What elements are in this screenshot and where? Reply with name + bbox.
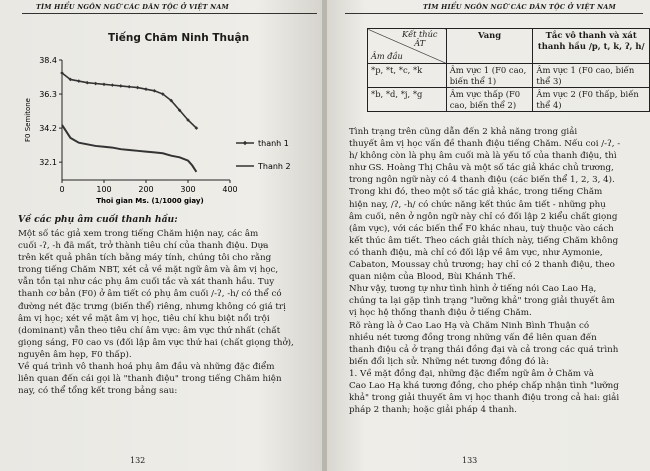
chart-title: Tiếng Chăm Ninh Thuận: [108, 32, 250, 44]
y-tick-label: 38.4: [39, 56, 57, 65]
table-row: [368, 64, 650, 88]
header-rule-left: [22, 13, 317, 14]
y-tick-label: 34.2: [39, 124, 57, 134]
text-line: vị học hệ thống thanh điệu ở tiếng Chăm.: [349, 308, 532, 319]
text-line: chúng ta lại gặp tình trạng "lưỡng khả" trong giải thuyết âm: [349, 296, 615, 307]
text-line: pháp 2 thanh; hoặc giải pháp 4 thanh.: [349, 405, 517, 416]
text-line: giọng sáng, F0 cao vs (đối lập âm vực thứ hai (chất giọng thở),: [18, 337, 294, 348]
data-point: [136, 86, 140, 90]
data-point: [77, 79, 81, 83]
text-line: Cabaton, Moussay chủ trương; hay chỉ có 2 thanh điệu, theo: [349, 260, 615, 271]
data-point: [111, 83, 115, 87]
text-line: đường nét đặc trưng (biến thể) riêng, nhưng không có giá trị: [18, 301, 286, 312]
table-row: [368, 88, 650, 112]
text-line: có thanh điệu, mà chỉ có đối lập về âm vực, như Aymonie,: [349, 247, 603, 258]
series-line-1: [62, 73, 196, 128]
text-line: trong tiếng Chăm NBT, xét cả về mặt ngữ âm và âm vị học,: [18, 265, 279, 276]
data-point: [119, 84, 123, 88]
text-line: Cao Lao Hạ khá tương đồng, cho phép chấp nhận tình "lưỡng: [349, 380, 619, 391]
text-line: Trong khi đó, theo một số tác giả khác, trong tiếng Chăm: [349, 187, 603, 198]
text-line: vẫn tồn tại như các phụ âm cuối tắc và xát thanh hầu. Tuy: [18, 277, 275, 288]
text-line: thanh điệu cả ở trạng thái đồng đại và cả trong các quá trình: [349, 344, 619, 355]
text-line: biến đổi lịch sử. Những nét tương đồng đó là:: [349, 356, 549, 367]
x-tick-label: 0: [59, 185, 65, 194]
right-body-text: [349, 126, 641, 416]
y-tick-label: 32.1: [39, 158, 57, 168]
table-cell-tac: Âm vực 2 (F0 thấp, biến thể 4): [533, 88, 650, 112]
table-cell-onset: *p, *t, *c, *k: [368, 64, 447, 88]
text-line: âm vị học; xét về mặt âm vị học, tiêu chí khu biệt nổi trội: [18, 313, 270, 324]
text-line: âm cuối, nên ở ngôn ngữ này chỉ có đối lập 2 kiểu chất giọng: [349, 211, 618, 222]
table-cell-vang: Âm vực thấp (F0 cao, biến thể 2): [446, 88, 533, 112]
text-line: h/ không còn là phụ âm cuối mà là yếu tố của thanh điệu, thì: [349, 151, 617, 162]
running-header-right: TÌM HIỂU NGÔN NGỮ CÁC DÂN TỘC Ở VIỆT NAM: [423, 3, 616, 11]
text-line: Về quá trình vô thanh hoá phụ âm đầu và những đặc điểm: [18, 362, 275, 373]
legend-label: thanh 1: [258, 139, 289, 148]
x-tick-label: 200: [138, 185, 154, 194]
data-point: [85, 81, 89, 85]
text-line: Một số tác giả xem trong tiếng Chăm hiện nay, các âm: [18, 229, 259, 239]
data-point: [144, 87, 148, 91]
table-cell-vang: Âm vực 1 (F0 cao, biến thể 1): [446, 64, 533, 88]
right-page: [327, 0, 650, 471]
data-point: [102, 83, 106, 87]
data-point: [94, 82, 98, 86]
x-tick-label: 300: [180, 185, 196, 194]
text-line: khả" trong giải thuyết âm vị học thanh điệu trong cả hai: giải: [349, 393, 620, 404]
text-line: thuyết âm vị học vấn đề thanh điệu tiếng Chăm. Nếu coi /-ʔ, -: [349, 139, 621, 150]
header-rule-right: [345, 13, 643, 14]
page-number-left: 132: [130, 456, 146, 465]
left-body-text: [18, 228, 311, 397]
x-axis-label: Thoi gian Ms. (1/1000 giay): [96, 197, 204, 205]
data-point: [127, 85, 131, 89]
text-line: nay, có thể tổng kết trong bảng sau:: [18, 386, 178, 397]
text-line: 1. Về mặt đồng đại, những đặc điểm ngữ âm ở Chăm và: [349, 368, 594, 379]
tone-table: [367, 28, 650, 112]
running-header-left: TÌM HIỂU NGÔN NGỮ CÁC DÂN TỘC Ở VIỆT NAM: [36, 3, 229, 11]
series-line-2: [62, 125, 196, 172]
table-header-vang: Vang: [446, 29, 533, 64]
text-line: (dominant) vẫn theo tiêu chí âm vực: âm vực thứ nhất (chất: [18, 325, 281, 336]
text-line: Rõ ràng là ở Cao Lao Hạ và Chăm Ninh Bình Thuận có: [349, 320, 590, 331]
y-tick-label: 36.3: [39, 90, 57, 100]
table-cell-tac: Âm vực 1 (F0 cao, biến thể 3): [533, 64, 650, 88]
text-line: cuối -ʔ, -h đã mất, trở thành tiêu chí của thanh điệu. Dựa: [18, 241, 269, 252]
y-axis-label: F0 Semitone: [24, 98, 32, 142]
f0-line-chart: [0, 40, 322, 212]
table-cell-onset: *b, *d, *j, *g: [368, 88, 447, 112]
text-line: trong ngôn ngữ này có 4 thanh điệu (các biến thể 1, 2, 3, 4).: [349, 175, 615, 186]
text-line: Tình trạng trên cũng dẫn đến 2 khả năng trong giải: [349, 127, 578, 137]
table-header-tac: Tắc vô thanh và xát thanh hầu /p, t, k, ʔ, h/: [533, 29, 650, 64]
text-line: quan niệm của Blood, Bùi Khánh Thế.: [349, 272, 516, 283]
text-line: trên kết quả phân tích bằng máy tính, chúng tôi cho rằng: [18, 253, 272, 264]
legend-label: Thanh 2: [258, 162, 291, 171]
text-line: nhiều nét tương đồng trong những vấn đề liên quan đến: [349, 332, 597, 343]
corner-bottom-label: Âm đầu: [371, 50, 403, 61]
table-corner-cell: [368, 29, 447, 64]
page-number-right: 133: [462, 456, 478, 465]
legend-marker: [243, 141, 247, 145]
text-line: thanh cơ bản (F0) ở âm tiết có phụ âm cuối /-ʔ, -h/ có thể có: [18, 289, 282, 300]
text-line: như GS. Hoàng Thị Châu và một số tác giả khác chủ trương,: [349, 163, 614, 174]
text-line: kết thúc âm tiết. Theo cách giải thích này, tiếng Chăm không: [349, 235, 619, 246]
text-line: (âm vực), với các biến thể F0 khác nhau, tuỳ thuộc vào cách: [349, 223, 614, 234]
x-tick-label: 100: [96, 185, 112, 194]
text-line: Như vậy, tương tự như tình hình ở tiếng nói Cao Lao Hạ,: [349, 284, 597, 295]
text-line: hiện nay, /ʔ, -h/ có chức năng kết thúc âm tiết - những phụ: [349, 199, 606, 210]
section-heading: Về các phụ âm cuối thanh hầu:: [18, 214, 178, 225]
corner-top-label: Kết thúc ÂT: [401, 29, 438, 48]
text-line: liên quan đến cái gọi là "thanh điệu" trong tiếng Chăm hiện: [18, 374, 282, 385]
x-tick-label: 400: [222, 185, 238, 194]
left-page: [0, 0, 322, 471]
text-line: nguyên âm hẹp, F0 thấp).: [18, 349, 132, 360]
